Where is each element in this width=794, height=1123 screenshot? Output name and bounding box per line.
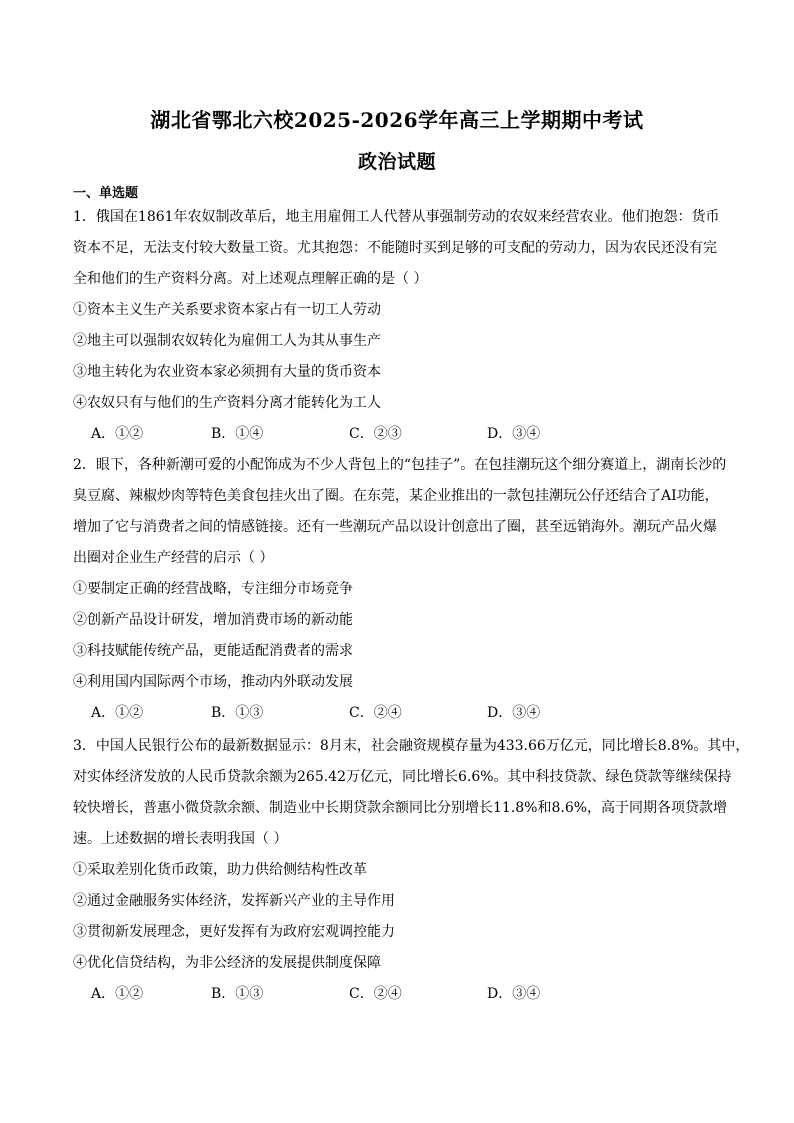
question-stem-line: 臭豆腐、辣椒炒肉等特色美食包挂火出了圈。在东莞，某企业推出的一款包挂潮玩公仔还结合了AI功能， (73, 488, 719, 504)
statement-item: ④利用国内国际两个市场，推动内外联动发展 (73, 674, 353, 690)
statement-item: ①采取差别化货币政策，助力供给侧结构性改革 (73, 862, 367, 878)
statement-item: ②地主可以强制农奴转化为雇佣工人为其从事生产 (73, 333, 381, 349)
section-heading: 一、单选题 (73, 186, 139, 201)
option-b[interactable]: B．①④ (211, 426, 264, 442)
question-stem-line: 对实体经济发放的人民币贷款余额为265.42万亿元，同比增长6.6%。其中科技贷款、绿色贷款等继续保持 (73, 769, 732, 785)
answer-options (73, 698, 721, 729)
statement-item: ③贯彻新发展理念，更好发挥有为政府宏观调控能力 (73, 924, 395, 940)
option-a[interactable]: A．①② (91, 705, 144, 721)
exam-subtitle: 政治试题 (357, 151, 436, 173)
statement-item: ①要制定正确的经营战略，专注细分市场竞争 (73, 581, 353, 597)
question-stem-line: 增加了它与消费者之间的情感链接。还有一些潮玩产品以设计创意出了圈，甚至远销海外。潮玩产品火爆 (73, 519, 717, 535)
option-d[interactable]: D．③④ (487, 986, 541, 1002)
question-2 (73, 450, 727, 729)
question-1 (73, 202, 721, 450)
answer-options (73, 419, 721, 450)
option-d[interactable]: D．③④ (487, 705, 541, 721)
question-stem-line: 出圈对企业生产经营的启示（ ） (73, 550, 274, 566)
question-stem-line: 全和他们的生产资料分离。对上述观点理解正确的是（ ） (73, 271, 428, 287)
statement-item: ④农奴只有与他们的生产资料分离才能转化为工人 (73, 395, 381, 411)
statement-item: ③地主转化为农业资本家必须拥有大量的货币资本 (73, 364, 381, 380)
statement-item: ②通过金融服务实体经济，发挥新兴产业的主导作用 (73, 893, 395, 909)
statement-item: ③科技赋能传统产品，更能适配消费者的需求 (73, 643, 353, 659)
question-stem-line: 资本不足，无法支付较大数量工资。尤其抱怨：不能随时买到足够的可支配的劳动力，因为农民还没有完 (73, 240, 717, 256)
statement-item: ②创新产品设计研发，增加消费市场的新动能 (73, 612, 353, 628)
option-d[interactable]: D．③④ (487, 426, 541, 442)
question-3 (73, 731, 750, 1010)
answer-options (73, 979, 721, 1010)
option-a[interactable]: A．①② (91, 426, 144, 442)
option-c[interactable]: C．②④ (349, 986, 402, 1002)
statement-item: ①资本主义生产关系要求资本家占有一切工人劳动 (73, 302, 381, 318)
option-b[interactable]: B．①③ (211, 986, 264, 1002)
question-stem-line: 较快增长，普惠小微贷款余额、制造业中长期贷款余额同比分别增长11.8%和8.6%，高于同期各项贷款增 (73, 800, 728, 816)
statement-item: ④优化信贷结构，为非公经济的发展提供制度保障 (73, 955, 381, 971)
question-stem-line: 1．俄国在1861年农奴制改革后，地主用雇佣工人代替从事强制劳动的农奴来经营农业。他们抱怨：货币 (73, 209, 720, 225)
question-stem-line: 2．眼下，各种新潮可爱的小配饰成为不少人背包上的“包挂子”。在包挂潮玩这个细分赛道上，湖南长沙的 (73, 457, 727, 473)
question-stem-line: 速。上述数据的增长表明我国（ ） (73, 831, 288, 847)
option-b[interactable]: B．①③ (211, 705, 264, 721)
option-c[interactable]: C．②③ (349, 426, 402, 442)
question-stem-line: 3．中国人民银行公布的最新数据显示：8月末，社会融资规模存量为433.66万亿元，同比增长8.8%。其中， (73, 738, 750, 754)
option-c[interactable]: C．②④ (349, 705, 402, 721)
option-a[interactable]: A．①② (91, 986, 144, 1002)
exam-title: 湖北省鄂北六校2025-2026学年高三上学期期中考试 (150, 108, 644, 132)
